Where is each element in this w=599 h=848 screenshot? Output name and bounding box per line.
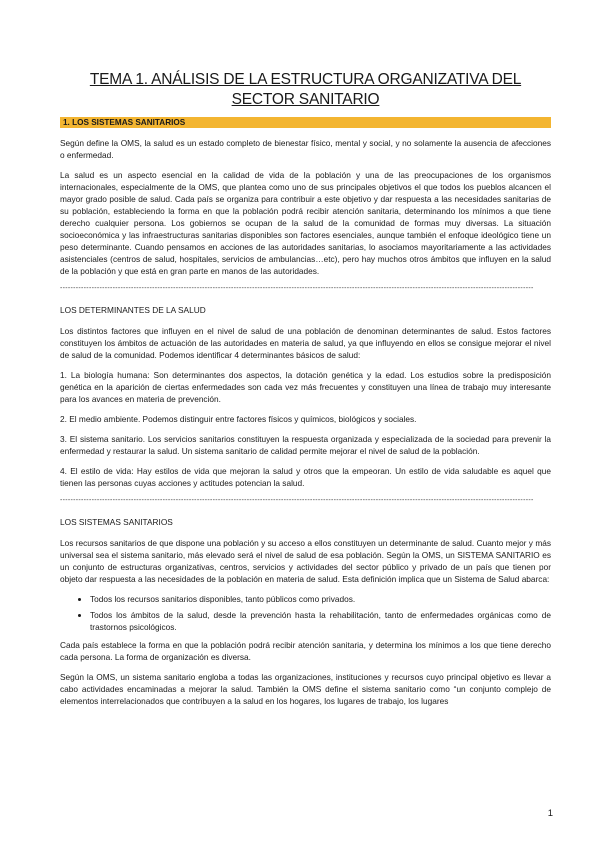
dashed-separator: ------------------------------------------------------------------------------------------------------------------------------------------------------------------------------------ — [60, 285, 534, 292]
heading-sistemas-sanitarios: LOS SISTEMAS SANITARIOS — [60, 517, 173, 527]
list-item: • Todos los ámbitos de la salud, desde la prevención hasta la rehabilitación, tanto de enfermedades orgánicas como de trastornos psicológicos. — [90, 609, 551, 633]
dashed-separator: ------------------------------------------------------------------------------------------------------------------------------------------------------------------------------------ — [60, 497, 534, 504]
paragraph-recursos-sanitarios: Los recursos sanitarios de que dispone una población y su acceso a ellos constituyen un determinante de salud. Cuanto mejor y más universal sea el sistema sanitario, más elevado será el nivel de salud de esa población. Según la OMS, un SISTEMA SANITARIO es un conjunto de estructuras organizativas, centros, servicios y actividades del sector público y privado de un país que tienen por objeto dar respuesta a las necesidades de la población en materia de salud. Esta definición implica que un Sistema de Salud abarca: — [60, 538, 551, 584]
bullet-list — [60, 593, 551, 633]
paragraph-determinantes-intro: Los distintos factores que influyen en el nivel de salud de una población de denominan determinantes de salud. Estos factores constituyen los ámbitos de actuación de las autoridades en materia de salud, ya que influyendo en ellos se consigue mejorar el nivel de salud de la comunidad. Podemos identificar 4 determinantes básicos de salud: — [60, 326, 551, 360]
paragraph-oms-sistema: Según la OMS, un sistema sanitario engloba a todas las organizaciones, instituciones y recursos cuyo principal objetivo es llevar a cabo actividades encaminadas a mejorar la salud. También la OMS define el sistema sanitario como “un conjunto complejo de elementos interrelacionados que contribuyen a la salud en los hogares, los lugares de trabajo, los lugares — [60, 672, 551, 706]
page-title: TEMA 1. ANÁLISIS DE LA ESTRUCTURA ORGANIZATIVA DEL SECTOR SANITARIO — [89, 71, 522, 108]
list-item: • Todos los recursos sanitarios disponibles, tanto públicos como privados. — [90, 593, 551, 605]
page-number: 1 — [547, 808, 553, 819]
determinante-biologia: 1. La biología humana: Son determinantes dos aspectos, la dotación genética y la edad. Los estudios sobre la predisposición genética en la aparición de ciertas enfermedades son cada vez más frecuentes y constituyen una línea de trabajo muy interesante para los avances en materia de prevención. — [60, 370, 551, 404]
determinante-estilo-vida: 4. El estilo de vida: Hay estilos de vida que mejoran la salud y otros que la empeoran. Un estilo de vida saludable es aquel que tienen las personas cuyas acciones y actitudes potencian la salud. — [60, 466, 551, 488]
paragraph-salud-aspecto: La salud es un aspecto esencial en la calidad de vida de la población y una de las preocupaciones de los organismos internacionales, especialmente de la OMS, que plantea como uno de sus principales objetivos el que todos los pueblos alcancen el mayor grado posible de salud. Cada país se organiza para contribuir a este objetivo y dar respuesta a las necesidades sanitarias de su población, estableciendo la forma en que la población podrá recibir atención sanitaria, determinando los mínimos a que tiene derecho cualquier persona. Los gobiernos se ocupan de la salud de la comunidad de formas muy diversas. La situación socioeconómica y las infraestructuras sanitarias disponibles son factores esenciales, aunque también el enfoque ideológico tiene un peso determinante. Cuando pensamos en acciones de las autoridades sanitarias, lo asociamos mayoritariamente a las actividades asistenciales (centros de salud, hospitales, servicios de ambulancias…etc), pero hay muchos otros ámbitos que influyen en la salud de la población y que está en gran parte en manos de las autoridades. — [60, 170, 551, 276]
heading-determinantes: LOS DETERMINANTES DE LA SALUD — [60, 305, 206, 315]
section-heading-bar: 1. LOS SISTEMAS SANITARIOS — [60, 117, 551, 128]
determinante-sistema-sanitario: 3. El sistema sanitario. Los servicios sanitarios constituyen la respuesta organizada y especializada de la sociedad para prevenir la enfermedad y restaurar la salud. Un sistema sanitario de calidad permite mejorar el nivel de salud de la población. — [60, 434, 551, 456]
determinante-medio-ambiente: 2. El medio ambiente. Podemos distinguir entre factores físicos y químicos, biológicos y sociales. — [60, 414, 417, 424]
paragraph-oms-definition: Según define la OMS, la salud es un estado completo de bienestar físico, mental y social, y no solamente la ausencia de afecciones o enfermedad. — [60, 138, 551, 160]
paragraph-forma-atencion: Cada país establece la forma en que la población podrá recibir atención sanitaria, y determina los mínimos a los que tiene derecho cada persona. La forma de organización es diversa. — [60, 640, 551, 662]
